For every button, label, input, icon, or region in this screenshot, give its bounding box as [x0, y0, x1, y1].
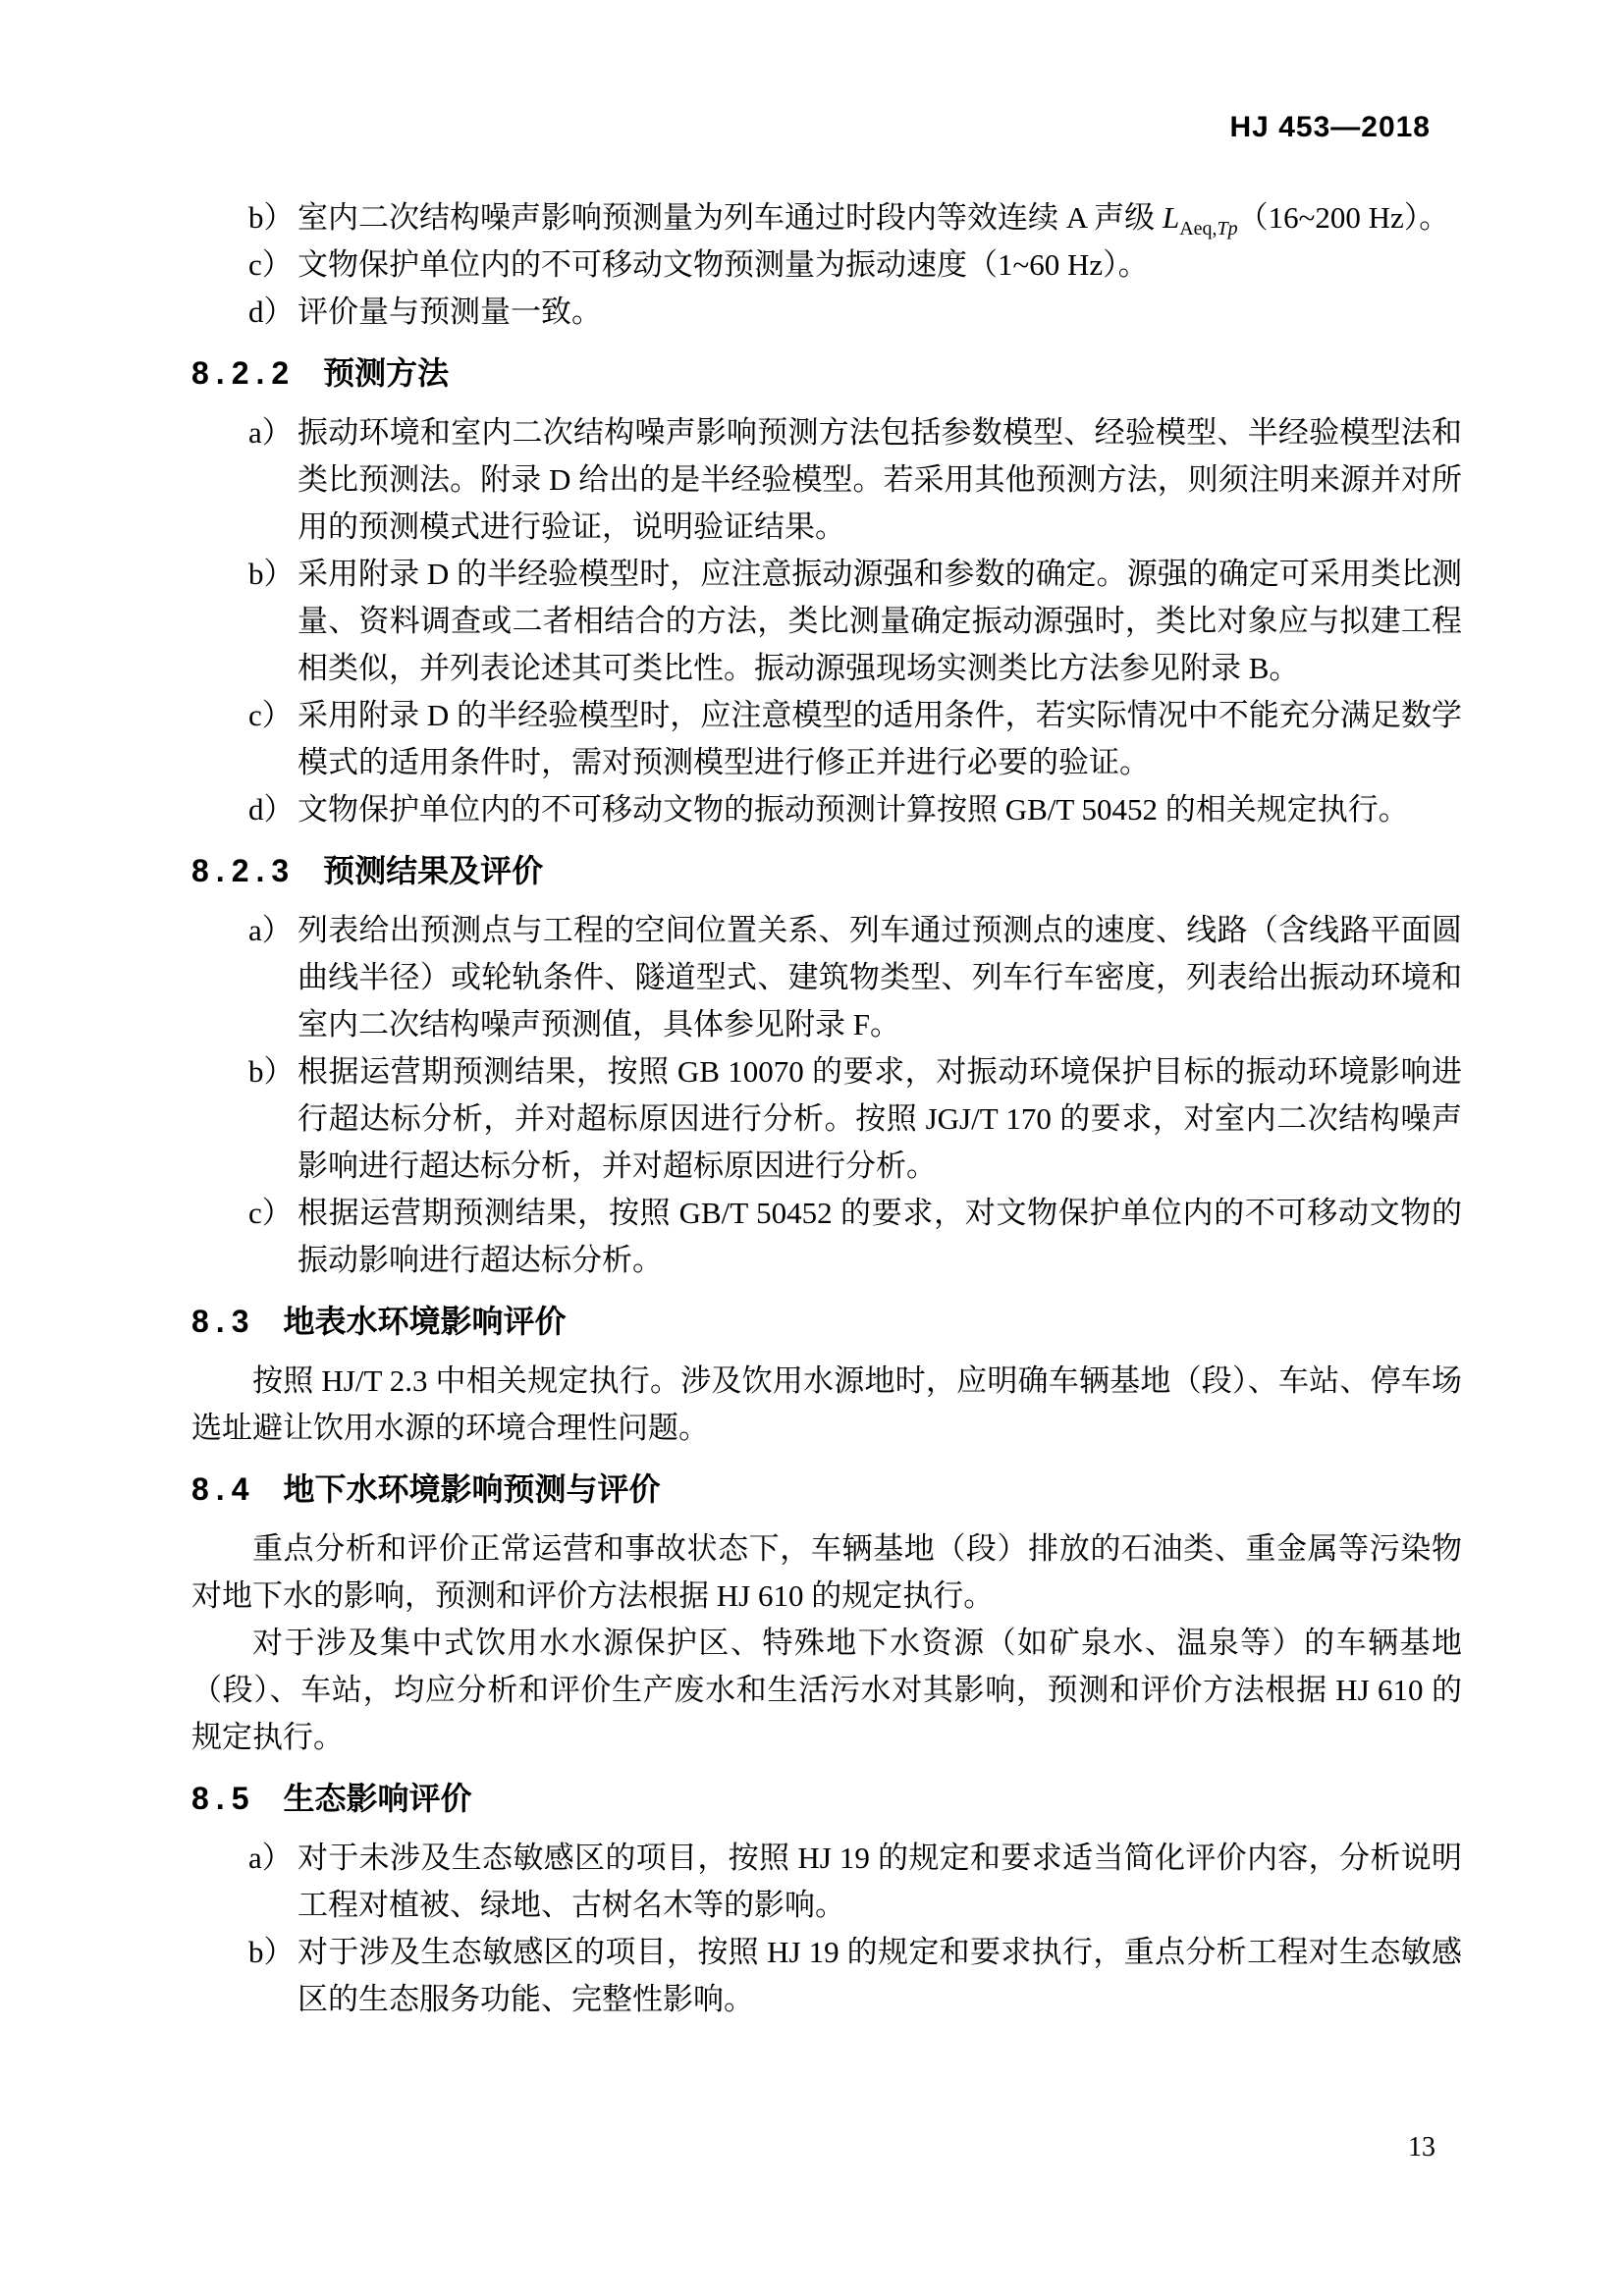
list-item-text: 文物保护单位内的不可移动文物的振动预测计算按照 GB/T 50452 的相关规定执行。	[298, 792, 1409, 827]
subscript-upright: Aeq,	[1179, 218, 1218, 240]
list-item-b	[248, 194, 1462, 241]
list-item-label: d）	[248, 792, 295, 827]
section-title: 预测结果及评价	[323, 853, 544, 888]
section-heading-8-4	[191, 1466, 1462, 1513]
list-item-a	[248, 1835, 1462, 1929]
list-item-d	[248, 786, 1462, 833]
list-item-label: b）	[248, 1054, 295, 1089]
section-8-4-paragraph-2: 对于涉及集中式饮用水水源保护区、特殊地下水资源（如矿泉水、温泉等）的车辆基地（段）、车站，均应分析和评价生产废水和生活污水对其影响，预测和评价方法根据 HJ 610 的规定执行。	[191, 1626, 1462, 1754]
formula-laeq-subscript	[1179, 218, 1237, 240]
list-item-b	[248, 1048, 1462, 1190]
section-number: 8.5	[191, 1781, 256, 1816]
list-item-text: 采用附录 D 的半经验模型时，应注意模型的适用条件，若实际情况中不能充分满足数学模式的适用条件时，需对预测模型进行修正并进行必要的验证。	[298, 698, 1462, 779]
list-item-label: b）	[248, 200, 295, 235]
list-item-text: 列表给出预测点与工程的空间位置关系、列车通过预测点的速度、线路（含线路平面圆曲线半径）或轮轨条件、隧道型式、建筑物类型、列车行车密度，列表给出振动环境和室内二次结构噪声预测值，具体参见附录 F。	[298, 913, 1462, 1041]
list-item-text: 文物保护单位内的不可移动文物预测量为振动速度（1~60 Hz）。	[298, 247, 1149, 282]
list-item-text: 对于未涉及生态敏感区的项目，按照 HJ 19 的规定和要求适当简化评价内容，分析说明工程对植被、绿地、古树名木等的影响。	[298, 1841, 1462, 1922]
section-8-3-paragraph: 按照 HJ/T 2.3 中相关规定执行。涉及饮用水源地时，应明确车辆基地（段）、车站、停车场选址避让饮用水源的环境合理性问题。	[191, 1363, 1462, 1445]
text-segment: （16~200 Hz）。	[1237, 200, 1450, 235]
formula-laeq-base: L	[1162, 200, 1180, 235]
section-8-2-2-list	[191, 409, 1462, 833]
list-item-label: a）	[248, 913, 293, 947]
list-item-text: 对于涉及生态敏感区的项目，按照 HJ 19 的规定和要求执行，重点分析工程对生态敏感区的生态服务功能、完整性影响。	[298, 1935, 1462, 2016]
section-title: 地下水环境影响预测与评价	[283, 1471, 661, 1507]
section-number: 8.3	[191, 1304, 256, 1339]
list-item-b	[248, 551, 1462, 692]
list-item-c	[248, 241, 1462, 289]
header-standard-code: HJ 453—2018	[1229, 111, 1431, 143]
list-item-text: 振动环境和室内二次结构噪声影响预测方法包括参数模型、经验模型、半经验模型法和类比预测法。附录 D 给出的是半经验模型。若采用其他预测方法，则须注明来源并对所用的预测模式进行验证，说明验证结果。	[298, 415, 1462, 544]
list-item-label: b）	[248, 1935, 295, 1969]
section-heading-8-3	[191, 1298, 1462, 1345]
list-item-text: 采用附录 D 的半经验模型时，应注意振动源强和参数的确定。源强的确定可采用类比测量、资料调查或二者相结合的方法，类比测量确定振动源强时，类比对象应与拟建工程相类似，并列表论述其可类比性。振动源强现场实测类比方法参见附录 B。	[298, 557, 1462, 685]
list-item-text: 评价量与预测量一致。	[298, 294, 602, 329]
list-item-d	[248, 289, 1462, 336]
section-heading-8-2-3	[191, 847, 1462, 894]
section-number: 8.4	[191, 1471, 256, 1507]
section-title: 地表水环境影响评价	[283, 1304, 567, 1339]
list-item-b	[248, 1929, 1462, 2023]
list-item-text	[298, 194, 1462, 241]
subscript-italic: Tp	[1217, 218, 1238, 240]
section-8-2-3-list	[191, 907, 1462, 1284]
list-item-c	[248, 692, 1462, 786]
section-number: 8.2.3	[191, 853, 297, 888]
list-item-c	[248, 1190, 1462, 1284]
section-title: 预测方法	[323, 355, 450, 391]
list-item-a	[248, 907, 1462, 1048]
section-8-5-list	[191, 1835, 1462, 2023]
list-item-label: d）	[248, 294, 295, 329]
list-item-a	[248, 409, 1462, 551]
list-item-text: 根据运营期预测结果，按照 GB 10070 的要求，对振动环境保护目标的振动环境影响进行超达标分析，并对超标原因进行分析。按照 JGJ/T 170 的要求，对室内二次结构噪声影响进行超达标分析，并对超标原因进行分析。	[298, 1054, 1462, 1183]
section-heading-8-2-2	[191, 349, 1462, 397]
document-content	[191, 194, 1462, 2023]
list-item-text: 根据运营期预测结果，按照 GB/T 50452 的要求，对文物保护单位内的不可移动文物的振动影响进行超达标分析。	[298, 1196, 1462, 1277]
list-item-label: a）	[248, 415, 293, 450]
section-title: 生态影响评价	[283, 1781, 472, 1816]
list-item-label: b）	[248, 557, 295, 591]
intro-list	[191, 194, 1462, 336]
page-number: 13	[1408, 2132, 1435, 2163]
section-number: 8.2.2	[191, 355, 297, 391]
section-heading-8-5	[191, 1775, 1462, 1822]
section-8-4-paragraph-1: 重点分析和评价正常运营和事故状态下，车辆基地（段）排放的石油类、重金属等污染物对地下水的影响，预测和评价方法根据 HJ 610 的规定执行。	[191, 1531, 1462, 1613]
list-item-label: a）	[248, 1841, 293, 1875]
list-item-label: c）	[248, 247, 293, 282]
list-item-label: c）	[248, 1196, 293, 1230]
text-segment: 室内二次结构噪声影响预测量为列车通过时段内等效连续 A 声级	[298, 200, 1163, 235]
list-item-label: c）	[248, 698, 293, 732]
